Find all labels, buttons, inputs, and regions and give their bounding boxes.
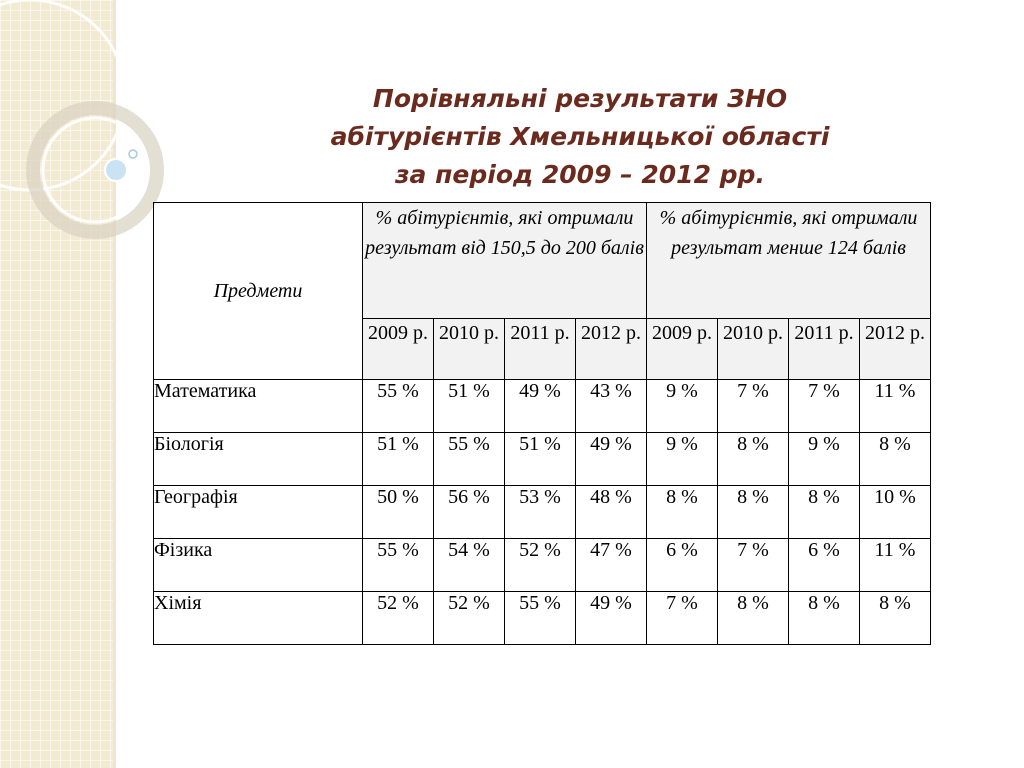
deco-ring-large (0, 0, 125, 190)
high-score-cell: 52 % (363, 592, 434, 645)
subject-cell: Фізика (154, 539, 363, 592)
low-score-cell: 8 % (718, 433, 789, 486)
high-score-cell: 49 % (576, 433, 647, 486)
high-score-cell: 55 % (363, 539, 434, 592)
subject-cell: Географія (154, 486, 363, 539)
low-score-cell: 7 % (718, 380, 789, 433)
deco-dot-blue (105, 159, 127, 181)
title-line-1: Порівняльні результати ЗНО (372, 84, 788, 113)
low-score-cell: 7 % (789, 380, 860, 433)
group-header-high-score: % абітурієнтів, які отримали результат від 150,5 до 200 балів (363, 203, 647, 319)
header-row-groups (154, 203, 931, 319)
year-header: 2011 р. (505, 319, 576, 380)
year-header: 2010 р. (718, 319, 789, 380)
high-score-cell: 49 % (505, 380, 576, 433)
year-header: 2012 р. (576, 319, 647, 380)
high-score-cell: 53 % (505, 486, 576, 539)
low-score-cell: 9 % (789, 433, 860, 486)
table-row (154, 433, 931, 486)
high-score-cell: 54 % (434, 539, 505, 592)
low-score-cell: 9 % (647, 433, 718, 486)
low-score-cell: 8 % (718, 592, 789, 645)
high-score-cell: 50 % (363, 486, 434, 539)
high-score-cell: 55 % (434, 433, 505, 486)
deco-dot-small (129, 150, 137, 158)
low-score-cell: 11 % (860, 380, 931, 433)
year-header: 2009 р. (363, 319, 434, 380)
high-score-cell: 47 % (576, 539, 647, 592)
low-score-cell: 6 % (647, 539, 718, 592)
table-row (154, 539, 931, 592)
table-row (154, 592, 931, 645)
high-score-cell: 43 % (576, 380, 647, 433)
low-score-cell: 7 % (647, 592, 718, 645)
high-score-cell: 51 % (505, 433, 576, 486)
low-score-cell: 8 % (860, 592, 931, 645)
high-score-cell: 52 % (505, 539, 576, 592)
group-header-low-score: % абітурієнтів, які отримали результат менше 124 балів (647, 203, 931, 319)
subject-cell: Хімія (154, 592, 363, 645)
high-score-cell: 55 % (363, 380, 434, 433)
year-header: 2012 р. (860, 319, 931, 380)
low-score-cell: 7 % (718, 539, 789, 592)
low-score-cell: 11 % (860, 539, 931, 592)
high-score-cell: 51 % (434, 380, 505, 433)
high-score-cell: 52 % (434, 592, 505, 645)
title-line-2: абітурієнтів Хмельницької області (330, 122, 830, 151)
low-score-cell: 8 % (647, 486, 718, 539)
year-header: 2011 р. (789, 319, 860, 380)
high-score-cell: 48 % (576, 486, 647, 539)
low-score-cell: 8 % (860, 433, 931, 486)
title-line-3: за період 2009 – 2012 рр. (395, 160, 765, 189)
high-score-cell: 49 % (576, 592, 647, 645)
subject-cell: Математика (154, 380, 363, 433)
year-header: 2009 р. (647, 319, 718, 380)
low-score-cell: 8 % (789, 592, 860, 645)
low-score-cell: 8 % (718, 486, 789, 539)
slide-title (240, 80, 920, 194)
table-row (154, 486, 931, 539)
low-score-cell: 6 % (789, 539, 860, 592)
table-row (154, 380, 931, 433)
subject-cell: Біологія (154, 433, 363, 486)
year-header: 2010 р. (434, 319, 505, 380)
high-score-cell: 51 % (363, 433, 434, 486)
low-score-cell: 8 % (789, 486, 860, 539)
high-score-cell: 56 % (434, 486, 505, 539)
results-table (153, 202, 931, 645)
subject-header: Предмети (154, 203, 363, 380)
high-score-cell: 55 % (505, 592, 576, 645)
deco-ring-inner (43, 118, 147, 222)
low-score-cell: 10 % (860, 486, 931, 539)
deco-ring-grey (33, 108, 157, 232)
low-score-cell: 9 % (647, 380, 718, 433)
